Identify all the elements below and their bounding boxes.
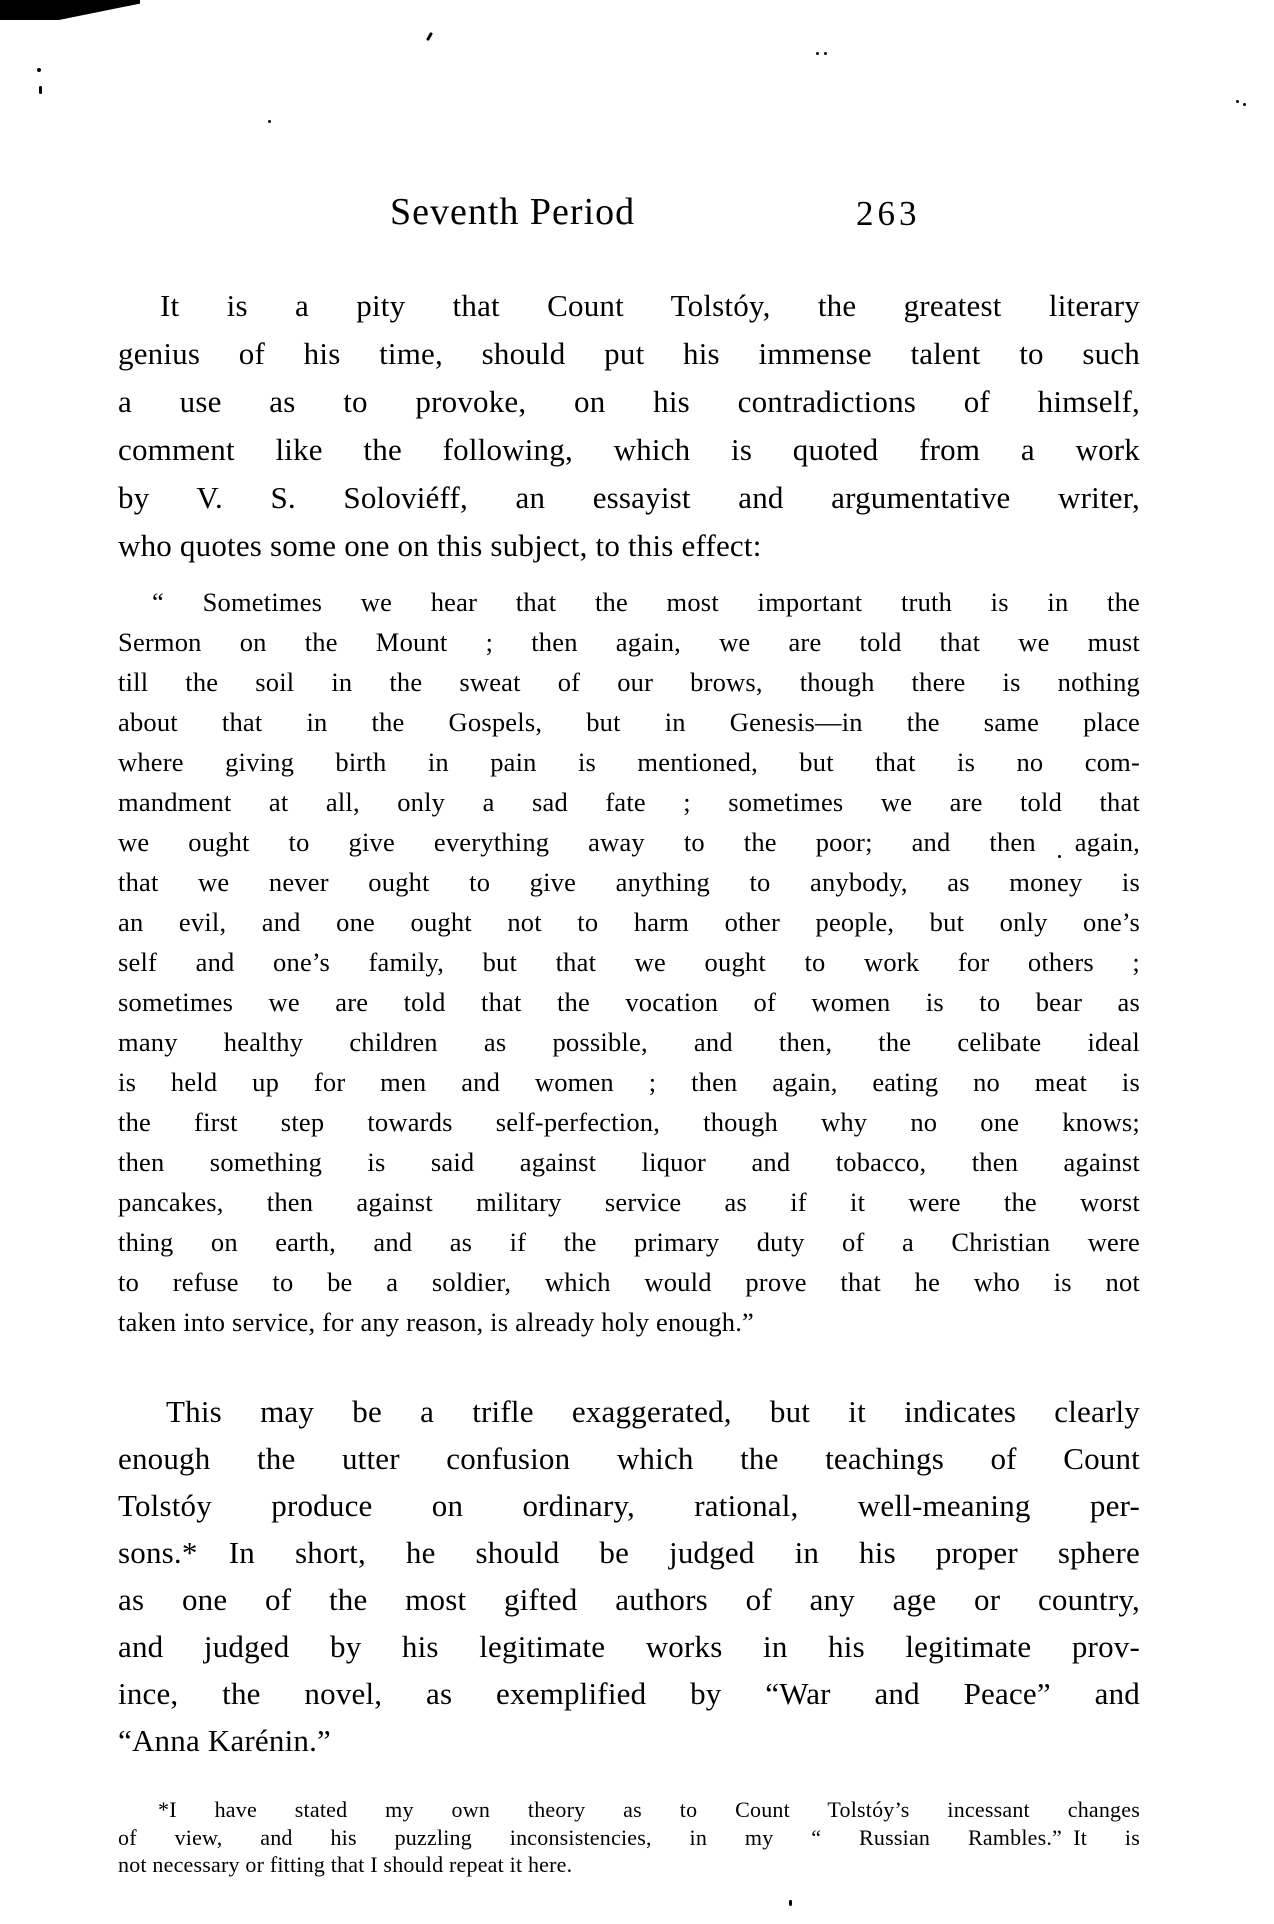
scan-artifact-speck [426, 32, 433, 41]
text-line: then something is said against liquor and tobacco, then against [118, 1147, 1140, 1177]
text-line: a use as to provoke, on his contradictions of himself, [118, 384, 1140, 419]
text-line: an evil, and one ought not to harm other people, but only one’s [118, 907, 1140, 937]
text-line: many healthy children as possible, and then, the celibate ideal [118, 1027, 1140, 1057]
text-line: Tolstóy produce on ordinary, rational, well-meaning per- [118, 1488, 1140, 1523]
scan-artifact-speck [824, 52, 827, 55]
text-line: to refuse to be a soldier, which would prove that he who is not [118, 1267, 1140, 1297]
text-line: is held up for men and women ; then again, eating no meat is [118, 1067, 1140, 1097]
text-line: thing on earth, and as if the primary duty of a Christian were [118, 1227, 1140, 1257]
text-line: self and one’s family, but that we ought to work for others ; [118, 947, 1140, 977]
scan-artifact-speck [39, 86, 42, 94]
paragraph-intro [118, 282, 1140, 570]
scan-artifact-speck [1236, 100, 1239, 103]
chapter-title: Seventh Period [390, 191, 636, 233]
text-line: about that in the Gospels, but in Genesis—in the same place [118, 707, 1140, 737]
scan-artifact-speck [268, 120, 271, 123]
text-line: and judged by his legitimate works in his legitimate prov- [118, 1629, 1140, 1664]
text-line: genius of his time, should put his immense talent to such [118, 336, 1140, 371]
text-line: as one of the most gifted authors of any age or country, [118, 1582, 1140, 1617]
page-number: 263 [856, 194, 921, 233]
scan-artifact-corner [0, 0, 140, 20]
text-line: who quotes some one on this subject, to this effect: [118, 528, 762, 563]
text-line: sometimes we are told that the vocation of women is to bear as [118, 987, 1140, 1017]
text-line: not necessary or fitting that I should repeat it here. [118, 1852, 573, 1877]
text-line: Sermon on the Mount ; then again, we are told that we must [118, 627, 1140, 657]
text-line: comment like the following, which is quoted from a work [118, 432, 1140, 467]
text-line: It is a pity that Count Tolstóy, the greatest literary [160, 288, 1140, 323]
text-line: till the soil in the sweat of our brows, though there is nothing [118, 667, 1140, 697]
text-line: taken into service, for any reason, is already holy enough.” [118, 1307, 755, 1337]
footnote [118, 1796, 1140, 1879]
text-line: ince, the novel, as exemplified by “War and Peace” and [118, 1676, 1140, 1711]
text-line: of view, and his puzzling inconsistencies, in my “ Russian Rambles.” It is [118, 1824, 1140, 1850]
scan-artifact-speck [816, 52, 819, 55]
scan-artifact-speck [789, 1900, 792, 1906]
text-line: enough the utter confusion which the teachings of Count [118, 1441, 1140, 1476]
text-line: “Anna Karénin.” [118, 1723, 332, 1758]
text-line: *I have stated my own theory as to Count Tolstóy’s incessant changes [158, 1797, 1140, 1822]
scan-artifact-speck [1243, 103, 1246, 106]
text-line: by V. S. Soloviéff, an essayist and argumentative writer, [118, 480, 1140, 515]
page-header [0, 190, 1274, 250]
text-line: pancakes, then against military service as if it were the worst [118, 1187, 1140, 1217]
text-line: mandment at all, only a sad fate ; sometimes we are told that [118, 787, 1140, 817]
text-line: that we never ought to give anything to anybody, as money is [118, 867, 1140, 897]
text-line: the first step towards self-perfection, though why no one knows; [118, 1107, 1140, 1137]
text-line: This may be a trifle exaggerated, but it indicates clearly [166, 1394, 1140, 1429]
text-line: sons.* In short, he should be judged in his proper sphere [118, 1535, 1140, 1570]
text-line: where giving birth in pain is mentioned, but that is no com- [118, 747, 1140, 777]
scan-artifact-speck [37, 68, 41, 72]
text-line: we ought to give everything away to the poor; and then again, [118, 827, 1140, 857]
quoted-passage [118, 582, 1140, 1342]
text-line: “ Sometimes we hear that the most important truth is in the [152, 587, 1140, 617]
paragraph-conclusion [118, 1388, 1140, 1764]
